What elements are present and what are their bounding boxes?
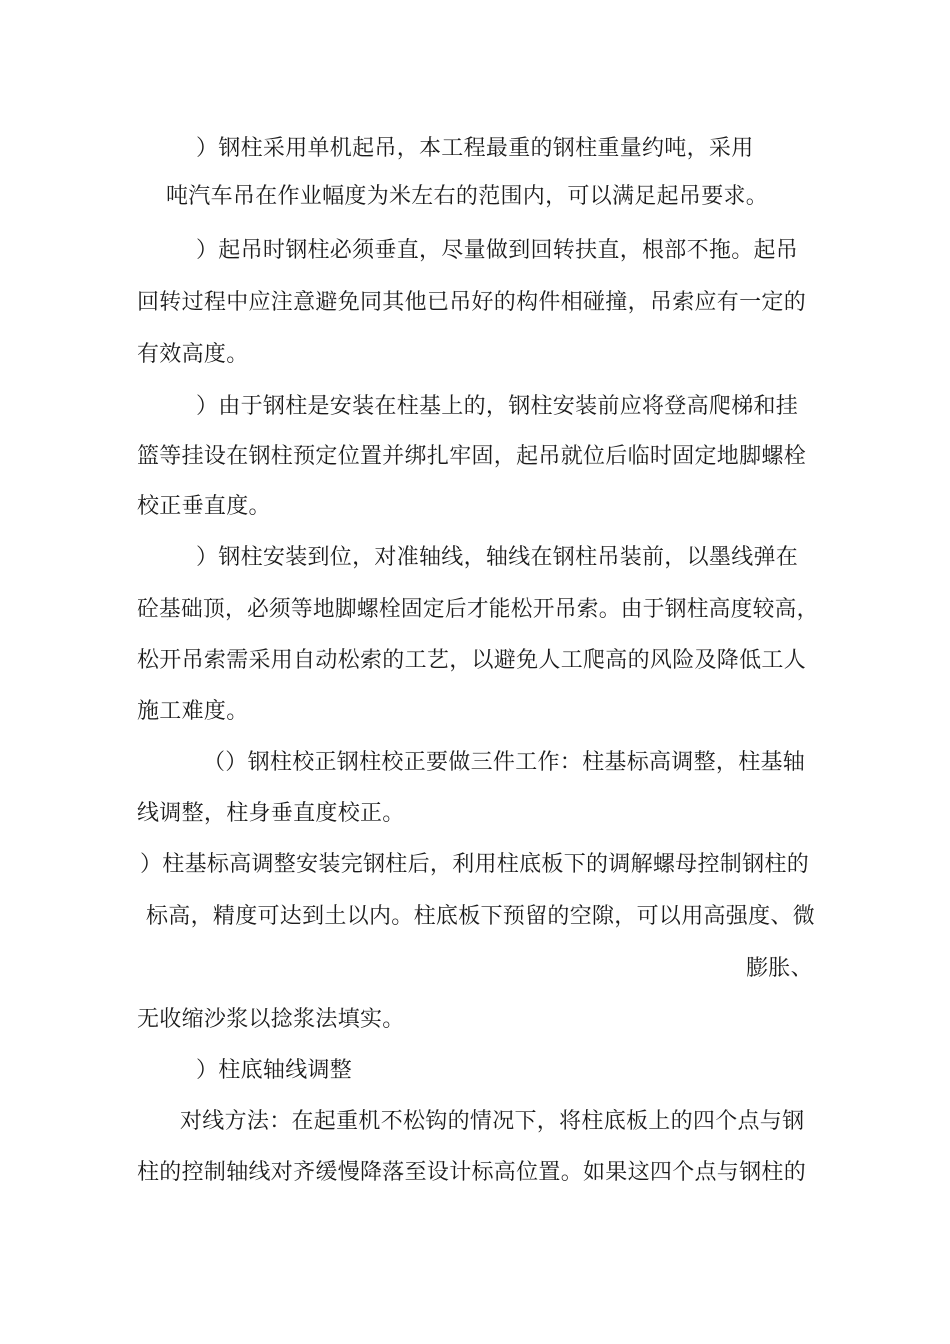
- text-line: 对线方法：在起重机不松钩的情况下，将柱底板上的四个点与钢: [180, 1109, 805, 1134]
- text-line: 柱的控制轴线对齐缓慢降落至设计标高位置。如果这四个点与钢柱的: [137, 1160, 807, 1185]
- text-line: 有效高度。: [137, 342, 249, 367]
- text-line: 校正垂直度。: [137, 494, 271, 519]
- text-line: 线调整，柱身垂直度校正。: [137, 801, 405, 826]
- text-line: ）钢柱采用单机起吊，本工程最重的钢柱重量约吨，采用: [196, 136, 754, 161]
- text-line: 施工难度。: [137, 699, 249, 724]
- text-line: 篮等挂设在钢柱预定位置并绑扎牢固，起吊就位后临时固定地脚螺栓: [137, 444, 807, 469]
- text-line: 回转过程中应注意避免同其他已吊好的构件相碰撞，吊索应有一定的: [137, 290, 807, 315]
- text-line: ）钢柱安装到位，对准轴线，轴线在钢柱吊装前，以墨线弹在: [196, 545, 799, 570]
- text-line: 吨汽车吊在作业幅度为米左右的范围内，可以满足起吊要求。: [166, 184, 769, 209]
- text-line: 砼基础顶，必须等地脚螺栓固定后才能松开吊索。由于钢柱高度较高，: [137, 597, 819, 622]
- text-line: 松开吊索需采用自动松索的工艺，以避免人工爬高的风险及降低工人: [137, 648, 807, 673]
- text-line: ）由于钢柱是安装在柱基上的，钢柱安装前应将登高爬梯和挂: [196, 394, 799, 419]
- text-line: ）起吊时钢柱必须垂直，尽量做到回转扶直，根部不拖。起吊: [196, 238, 799, 263]
- text-line: ）柱底轴线调整: [196, 1058, 353, 1083]
- text-line: ）柱基标高调整安装完钢柱后，利用柱底板下的调解螺母控制钢柱的: [140, 852, 810, 877]
- text-line: 膨胀、: [746, 956, 813, 981]
- text-line: 无收缩沙浆以捻浆法填实。: [137, 1007, 405, 1032]
- text-line: （）钢柱校正钢柱校正要做三件工作：柱基标高调整，柱基轴: [203, 750, 806, 775]
- text-line: 标高，精度可达到土以内。柱底板下预留的空隙，可以用高强度、微: [146, 904, 816, 929]
